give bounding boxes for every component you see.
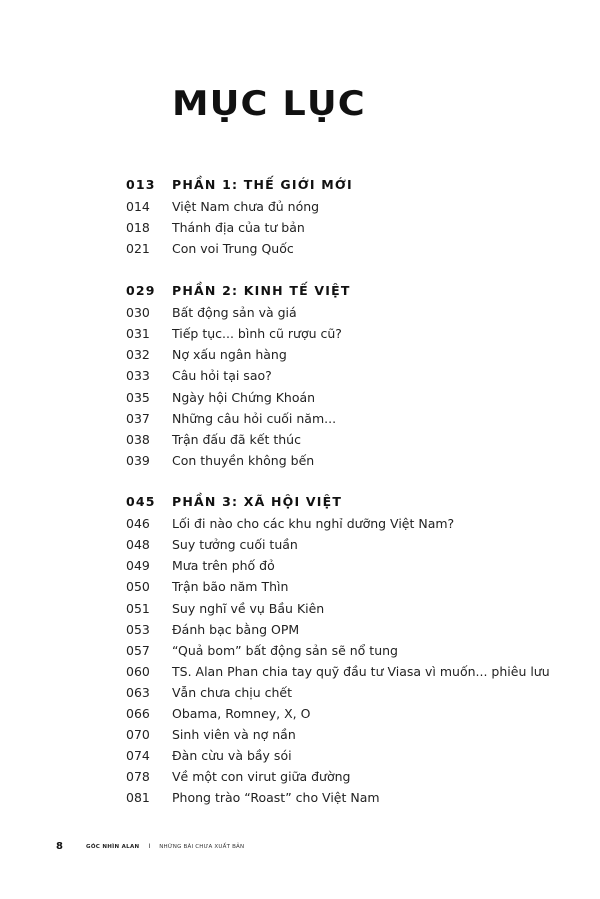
toc-entry [126,323,566,344]
section-heading: PHẦN 3: XÃ HỘI VIỆT [172,494,343,510]
entry-title: Con thuyền không bến [172,452,315,468]
toc-entry [126,576,566,597]
toc-entry [126,703,566,724]
entry-page-number: 031 [126,326,150,342]
entry-title: Con voi Trung Quốc [172,241,294,257]
entry-title: Suy nghĩ về vụ Bầu Kiên [172,600,325,616]
section-heading-row [126,280,566,301]
toc-entry [126,217,566,238]
toc-entry [126,344,566,365]
toc-section-2 [126,280,566,471]
toc-entry [126,450,566,471]
toc-entry [126,661,566,682]
entry-page-number: 014 [126,199,150,215]
entry-title: Nợ xấu ngân hàng [172,347,287,363]
entry-title: Phong trào “Roast” cho Việt Nam [172,790,380,806]
entry-title: Về một con virut giữa đường [172,769,351,785]
entry-title: Câu hỏi tại sao? [172,368,272,384]
footer-separator: I [148,843,151,850]
entry-title: Trận đấu đã kết thúc [172,431,301,447]
toc-entry [126,787,566,808]
toc-entry [126,386,566,407]
section-page-number: 013 [126,177,156,193]
entry-title: Những câu hỏi cuối năm... [172,410,337,426]
toc-entry [126,408,566,429]
entry-page-number: 053 [126,621,150,637]
toc-entry [126,238,566,259]
section-heading: PHẦN 2: KINH TẾ VIỆT [172,283,351,299]
toc-entry [126,534,566,555]
entry-page-number: 046 [126,516,150,532]
entry-title: Obama, Romney, X, O [172,705,311,721]
entry-page-number: 074 [126,748,150,764]
entry-title: Đánh bạc bằng OPM [172,621,300,637]
entry-page-number: 039 [126,452,150,468]
entry-page-number: 037 [126,410,150,426]
footer-book-title: GÓC NHÌN ALAN [86,843,140,850]
entry-title: Lối đi nào cho các khu nghỉ dưỡng Việt Nam? [172,516,455,532]
toc-entry [126,682,566,703]
entry-page-number: 035 [126,389,150,405]
entry-page-number: 063 [126,684,150,700]
entry-page-number: 049 [126,558,150,574]
toc-entry [126,745,566,766]
entry-title: Đàn cừu và bầy sói [172,748,292,764]
entry-page-number: 081 [126,790,150,806]
entry-page-number: 051 [126,600,150,616]
section-heading-row [126,174,566,195]
footer-subtitle: NHỮNG BÀI CHƯA XUẤT BẢN [159,843,245,850]
entry-title: Ngày hội Chứng Khoán [172,389,316,405]
page-title: MỤC LỤC [172,84,366,124]
section-page-number: 045 [126,494,156,510]
toc-section-1 [126,174,566,259]
toc-entry [126,640,566,661]
toc-section-3 [126,491,566,808]
entry-title: Việt Nam chưa đủ nóng [172,199,320,215]
entry-title: Thánh địa của tư bản [172,220,305,236]
section-page-number: 029 [126,283,156,299]
toc-entry [126,555,566,576]
section-heading-row [126,491,566,512]
toc-entry [126,196,566,217]
entry-page-number: 078 [126,769,150,785]
entry-page-number: 066 [126,705,150,721]
toc-entry [126,724,566,745]
entry-title: Mưa trên phố đỏ [172,558,275,574]
toc-entry [126,513,566,534]
entry-page-number: 057 [126,642,150,658]
entry-title: Vẫn chưa chịu chết [172,684,293,700]
toc-entry [126,302,566,323]
page-footer [56,841,244,852]
entry-page-number: 070 [126,727,150,743]
toc-entry [126,619,566,640]
entry-title: Bất động sản và giá [172,305,297,321]
entry-page-number: 030 [126,305,150,321]
entry-page-number: 021 [126,241,150,257]
toc-entry [126,766,566,787]
entry-title: Sinh viên và nợ nần [172,727,296,743]
entry-page-number: 018 [126,220,150,236]
entry-page-number: 048 [126,537,150,553]
entry-page-number: 033 [126,368,150,384]
footer-page-number: 8 [56,841,63,852]
entry-title: Tiếp tục... bình cũ rượu cũ? [172,326,342,342]
toc-entry [126,597,566,618]
entry-page-number: 060 [126,663,150,679]
entry-page-number: 032 [126,347,150,363]
entry-title: TS. Alan Phan chia tay quỹ đầu tư Viasa vì muốn... phiêu lưu [172,663,550,679]
toc-entry [126,429,566,450]
toc-entry [126,365,566,386]
section-heading: PHẦN 1: THẾ GIỚI MỚI [172,177,353,193]
entry-title: Trận bão năm Thìn [172,579,289,595]
entry-page-number: 038 [126,431,150,447]
entry-title: “Quả bom” bất động sản sẽ nổ tung [172,642,398,658]
entry-title: Suy tưởng cuối tuần [172,537,298,553]
entry-page-number: 050 [126,579,150,595]
